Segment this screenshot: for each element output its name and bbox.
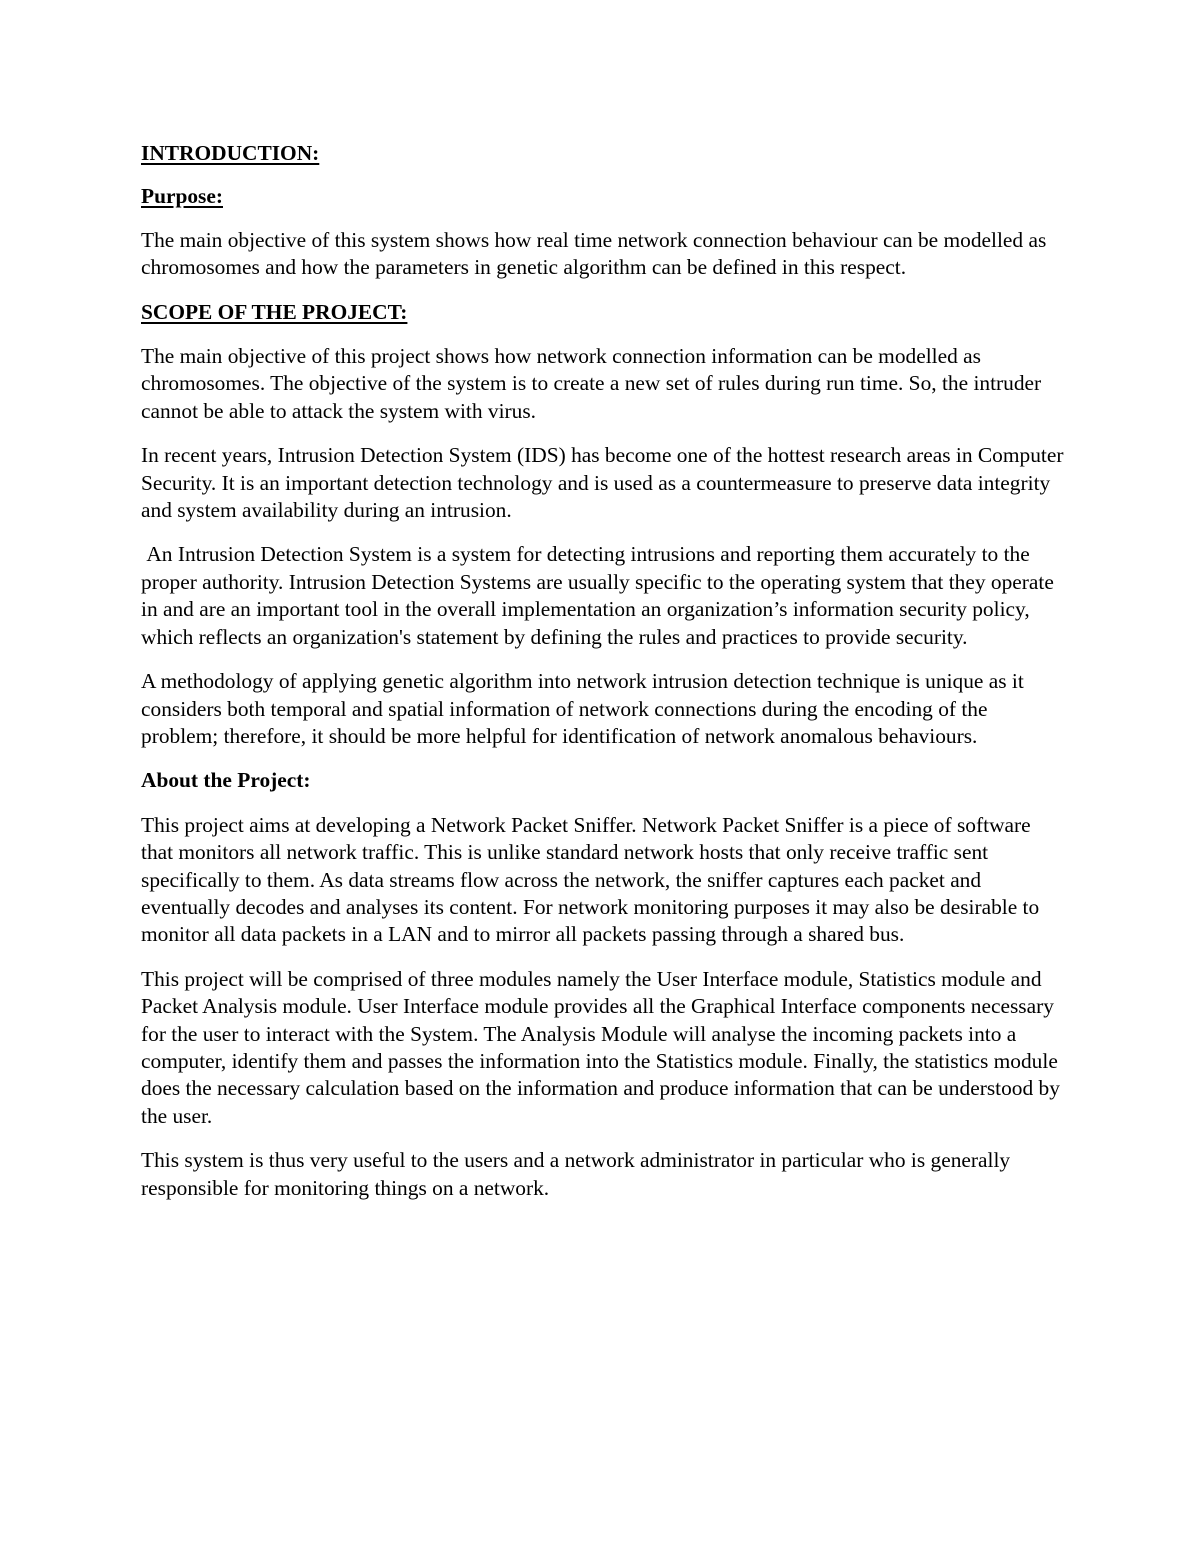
- about-paragraph-1: This project aims at developing a Network Packet Sniffer. Network Packet Sniffer is a piece of software that monitors all network traffic. This is unlike standard network hosts that only receive traffic sent specifically to them. As data streams flow across the network, the sniffer captures each packet and eventually decodes and analyses its content. For network monitoring purposes it may also be desirable to monitor all data packets in a LAN and to mirror all packets passing through a shared bus.: [141, 812, 1040, 947]
- scope-paragraph-1: The main objective of this project shows how network connection information can be modelled as chromosomes. The objective of the system is to create a new set of rules during run time. So, the intruder cannot be able to attack the system with virus.: [141, 344, 1042, 423]
- scope-paragraph-2: In recent years, Intrusion Detection System (IDS) has become one of the hottest research areas in Computer Security. It is an important detection technology and is used as a countermeasure to preserve data integrity and system availability during an intrusion.: [141, 443, 1064, 523]
- about-paragraph-3: This system is thus very useful to the users and a network administrator in particular who is generally responsible for monitoring things on a network.: [141, 1148, 1011, 1200]
- introduction-heading: INTRODUCTION:: [141, 141, 320, 165]
- purpose-heading: Purpose:: [141, 184, 223, 209]
- about-heading: About the Project:: [141, 768, 311, 793]
- purpose-paragraph: The main objective of this system shows how real time network connection behaviour can be modelled as chromosomes and how the parameters in genetic algorithm can be defined in this respect.: [141, 227, 1047, 280]
- scope-paragraph-4: A methodology of applying genetic algorithm into network intrusion detection technique is unique as it considers both temporal and spatial information of network connections during the encoding of the problem; therefore, it should be more helpful for identification of network anomalous behaviours.: [141, 669, 1024, 748]
- document-body: [141, 140, 1066, 1202]
- scope-paragraph-3: An Intrusion Detection System is a system for detecting intrusions and reporting them accurately to the proper authority. Intrusion Detection Systems are usually specific to the operating system that they operate in and are an important tool in the overall implementation an organization’s information security policy, which reflects an organization's statement by defining the rules and practices to provide security.: [141, 542, 1060, 649]
- about-paragraph-2: This project will be comprised of three modules namely the User Interface module, Statistics module and Packet Analysis module. User Interface module provides all the Graphical Interface components necessary for the user to interact with the System. The Analysis Module will analyse the incoming packets into a computer, identify them and passes the information into the Statistics module. Finally, the statistics module does the necessary calculation based on the information and produce information that can be understood by the user.: [141, 966, 1060, 1128]
- scope-heading: SCOPE OF THE PROJECT:: [141, 299, 408, 324]
